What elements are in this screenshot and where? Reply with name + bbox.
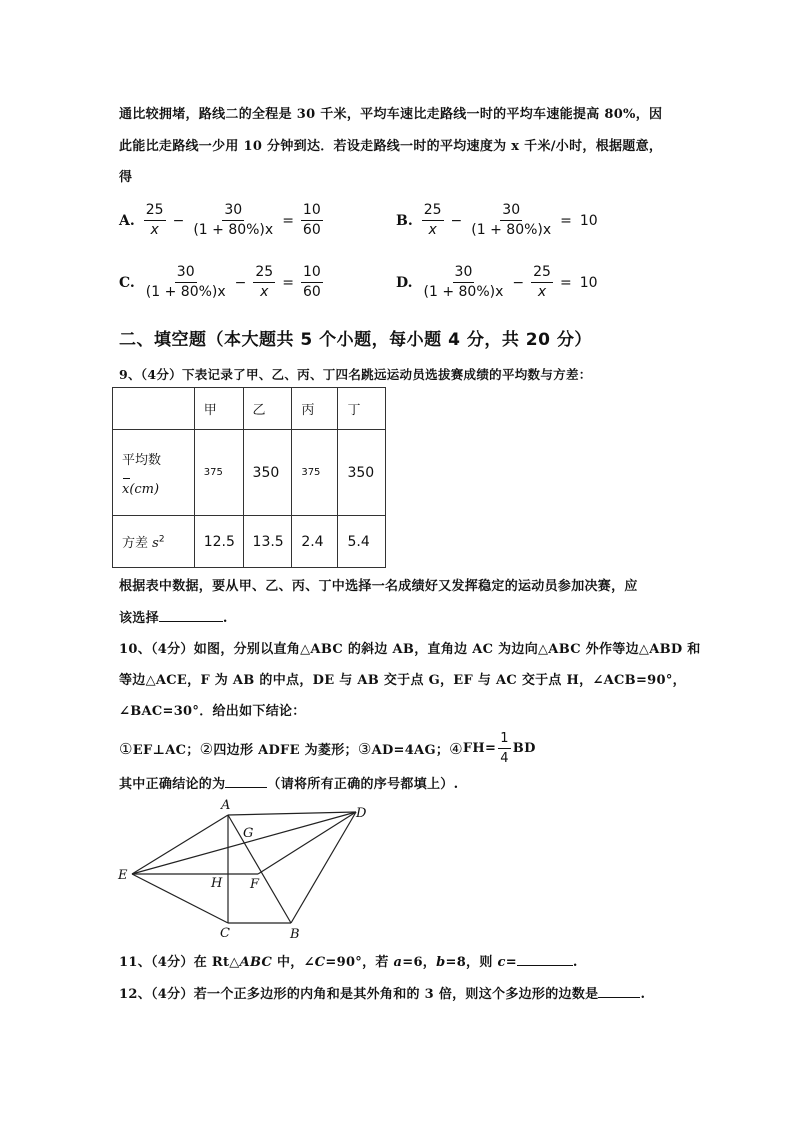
q10-line-1: 10、（4分）如图，分别以直角△ABC 的斜边 AB，直角边 AC 为边向△ABC 外作等边△ABD 和	[119, 642, 701, 657]
q12-line	[119, 983, 645, 1002]
option-a-op: −	[172, 212, 185, 229]
option-b-rhs: 10	[579, 212, 598, 229]
intro-line-3: 得	[119, 170, 133, 185]
option-c-label: C.	[119, 274, 135, 291]
option-b-eq: =	[560, 212, 572, 229]
q10-answer-blank[interactable]	[225, 787, 267, 788]
point-label-C: C	[220, 926, 230, 941]
q10-line-2: 等边△ACE，F 为 AB 的中点，DE 与 AB 交于点 G，EF 与 AC 交于点 H，∠ACB=90°，	[119, 673, 686, 688]
q12-answer-blank[interactable]	[598, 997, 640, 998]
q9-stem: 9、（4分）下表记录了甲、乙、丙、丁四名跳远运动员选拔赛成绩的平均数与方差：	[119, 367, 592, 382]
q11-a: a	[393, 955, 403, 970]
line-DF	[258, 812, 356, 874]
c3-mark: ③	[357, 739, 372, 758]
q11-abc: ABC	[239, 955, 273, 970]
q11-mid: 中，∠	[272, 955, 315, 970]
option-c-eq: =	[282, 274, 294, 291]
option-c-f2-num: 25	[253, 264, 275, 283]
point-label-F: F	[250, 877, 260, 892]
c2-text: 四边形 ADFE 为菱形；	[213, 743, 358, 758]
q11-cc: c	[497, 955, 506, 970]
q9-after-line-2	[119, 607, 228, 626]
table-header-jia: 甲	[194, 388, 243, 430]
q11-eq2: =8，则	[445, 955, 498, 970]
xbar-overline	[123, 478, 130, 479]
variance-label: 方差	[122, 536, 149, 551]
c4-den: 4	[500, 751, 509, 766]
table-cell-mean-ding: 350	[338, 430, 386, 516]
option-a-f2-den: (1 + 80%)x	[193, 222, 274, 238]
option-b-f1-den: x	[428, 222, 437, 238]
table-row2-label	[113, 516, 195, 568]
option-a-f1-den: x	[150, 222, 159, 238]
option-c-r-num: 10	[301, 264, 323, 283]
table-cell-mean-jia: 375	[194, 430, 243, 516]
q9-after2-end: .	[222, 611, 228, 626]
option-a-f2-num: 30	[222, 202, 244, 221]
option-a-r-den: 60	[302, 222, 321, 238]
option-d-f1-num: 30	[453, 264, 475, 283]
line-AB	[228, 815, 291, 923]
q10-line-3: ∠BAC=30°．给出如下结论：	[119, 704, 306, 719]
option-c-op: −	[234, 274, 247, 291]
q9-after-line-1: 根据表中数据，要从甲、乙、丙、丁中选择一名成绩好又发挥稳定的运动员参加决赛，应	[119, 579, 638, 594]
option-b-f2-den: (1 + 80%)x	[471, 222, 552, 238]
point-label-B: B	[290, 927, 300, 942]
option-a-r-num: 10	[301, 202, 323, 221]
c4-mark: ④	[449, 739, 463, 758]
option-a[interactable]	[119, 202, 326, 239]
q11-c: C	[314, 955, 326, 970]
option-d-label: D.	[396, 274, 413, 291]
option-c-f1-den: (1 + 80%)x	[145, 284, 226, 300]
geometry-figure	[110, 795, 380, 945]
point-label-E: E	[118, 868, 128, 883]
variance-symbol: s	[152, 536, 159, 551]
point-label-G: G	[243, 826, 254, 841]
point-label-A: A	[221, 798, 231, 813]
option-c-f2-den: x	[260, 284, 269, 300]
q11-b: b	[436, 955, 446, 970]
option-b-f2-num: 30	[500, 202, 522, 221]
table-cell-var-jia: 12.5	[194, 516, 243, 568]
mean-unit: x(cm)	[122, 481, 160, 497]
q11-answer-blank[interactable]	[517, 965, 573, 966]
variance-sup: 2	[158, 534, 165, 545]
option-b-f1-num: 25	[422, 202, 444, 221]
intro-line-1: 通比较拥堵，路线二的全程是 30 千米，平均车速比走路线一时的平均车速能提高 80%，因	[119, 107, 663, 122]
option-a-label: A.	[119, 212, 135, 229]
point-label-D: D	[356, 806, 367, 821]
table-cell-var-bing: 2.4	[292, 516, 338, 568]
mean-label: 平均数	[122, 452, 162, 468]
q11-mid2: =90°，若	[325, 955, 394, 970]
option-b-label: B.	[396, 212, 413, 229]
table-cell-var-yi: 13.5	[243, 516, 292, 568]
option-b-op: −	[450, 212, 463, 229]
table-header-bing: 丙	[292, 388, 338, 430]
c2-mark: ②	[199, 739, 214, 758]
option-d-op: −	[512, 274, 525, 291]
c1-text: EF⊥AC；	[132, 743, 200, 758]
q11-pre: 11、（4分）在 Rt△	[119, 955, 240, 970]
option-d-f2-den: x	[537, 284, 547, 300]
q12-end: .	[640, 987, 646, 1002]
option-b[interactable]	[396, 202, 602, 239]
q11-eq3: =	[505, 955, 517, 970]
c4-num: 1	[498, 730, 511, 749]
q11-eq1: =6，	[402, 955, 437, 970]
line-DB	[291, 812, 356, 923]
option-c[interactable]	[119, 264, 326, 301]
option-d-rhs: 10	[579, 274, 598, 291]
option-d-f2-num: 25	[531, 264, 553, 283]
c4-text: FH=	[462, 741, 497, 756]
q11-line	[119, 951, 578, 970]
line-AD	[228, 812, 356, 815]
intro-line-2: 此能比走路线一少用 10 分钟到达．若设走路线一时的平均速度为 x 千米/小时，根据题意，	[119, 139, 663, 154]
table-cell-var-ding: 5.4	[338, 516, 386, 568]
q11-end: .	[572, 955, 578, 970]
option-c-r-den: 60	[302, 284, 321, 300]
table-cell-mean-bing: 375	[292, 430, 338, 516]
q10-ask-text: 其中正确结论的为	[119, 777, 226, 792]
q9-table	[112, 387, 386, 568]
q10-ask	[119, 773, 458, 792]
table-row1-label	[113, 430, 195, 516]
table-header-empty	[113, 388, 195, 430]
option-d-eq: =	[559, 274, 572, 291]
table-header-ding: 丁	[338, 388, 386, 430]
option-a-f1-num: 25	[144, 202, 166, 221]
option-d-f1-den: (1 + 80%)x	[423, 284, 504, 300]
q9-answer-blank[interactable]	[159, 621, 223, 622]
table-header-yi: 乙	[243, 388, 292, 430]
c4-end: BD	[512, 741, 536, 756]
table-cell-mean-yi: 350	[243, 430, 292, 516]
section-heading: 二、填空题（本大题共 5 个小题，每小题 4 分，共 20 分）	[119, 330, 592, 350]
q9-after2-text: 该选择	[119, 611, 159, 626]
q12-text: 12、（4分）若一个正多边形的内角和是其外角和的 3 倍，则这个多边形的边数是	[119, 987, 599, 1002]
option-c-f1-num: 30	[175, 264, 197, 283]
c3-text: AD=4AG；	[371, 743, 450, 758]
option-a-eq: =	[282, 212, 294, 229]
point-label-H: H	[211, 876, 223, 891]
q10-ask-end: （请将所有正确的序号都填上）.	[267, 777, 459, 792]
q10-conclusions	[119, 730, 536, 767]
option-d[interactable]	[396, 264, 602, 301]
line-EA	[132, 815, 228, 874]
c1-mark: ①	[119, 739, 133, 758]
